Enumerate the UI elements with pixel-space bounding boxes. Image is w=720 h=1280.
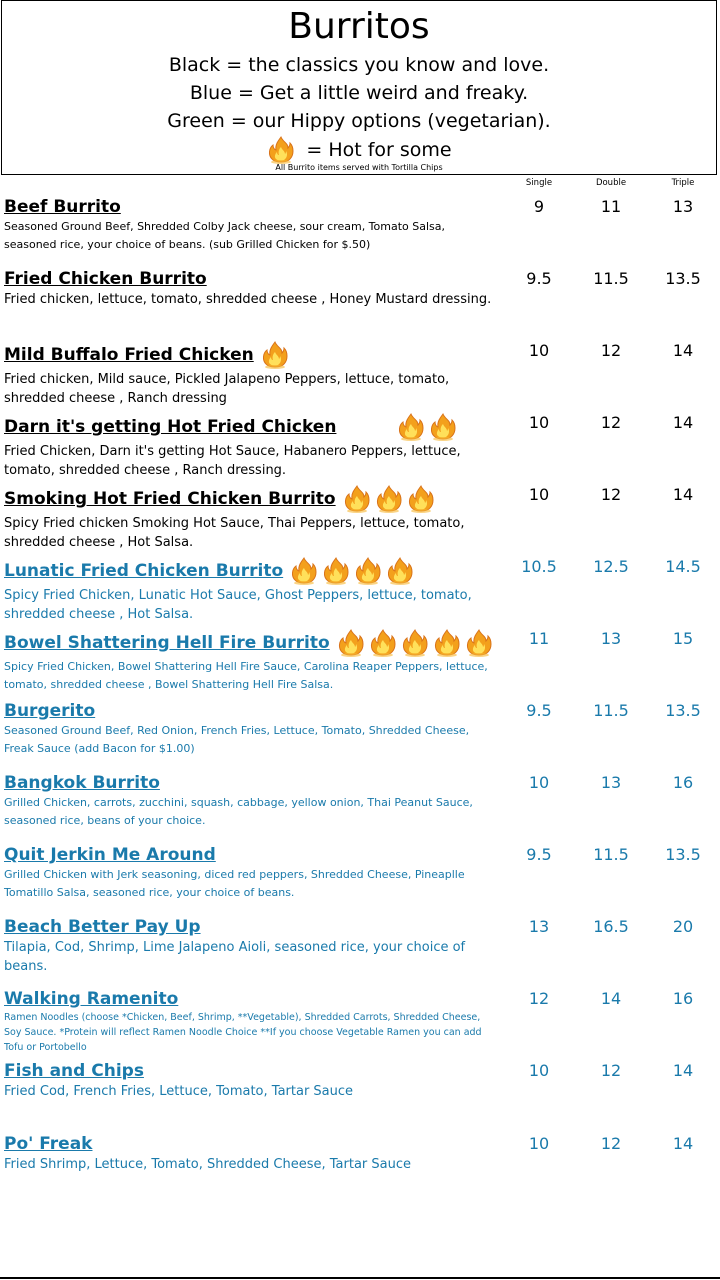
item-name-label: Fish and Chips xyxy=(4,1061,144,1081)
price-double: 12 xyxy=(600,485,622,504)
heat-rating xyxy=(289,556,415,586)
price-double: 12 xyxy=(600,1061,622,1080)
item-name-label: Bangkok Burrito xyxy=(4,773,160,793)
bottom-divider xyxy=(0,1277,720,1279)
price-double: 11.5 xyxy=(593,269,629,288)
price-double: 14 xyxy=(600,989,622,1008)
flame-icon xyxy=(353,556,383,586)
item-description: Fried Chicken, Darn it's getting Hot Sauce, Habanero Peppers, lettuce, tomato, shredded cheese , Ranch dressing. xyxy=(4,444,461,478)
menu-item xyxy=(4,556,704,624)
item-description: Fried chicken, lettuce, tomato, shredded cheese , Honey Mustard dressing. xyxy=(4,292,492,307)
column-double: Double xyxy=(595,178,627,188)
price-double: 11.5 xyxy=(593,845,629,864)
flame-icon xyxy=(336,628,366,658)
price-triple: 13.5 xyxy=(665,701,701,720)
price-single: 10 xyxy=(528,413,550,432)
flame-icon xyxy=(266,135,296,165)
flame-icon xyxy=(260,340,290,370)
price-single: 10.5 xyxy=(521,557,557,576)
price-double: 12.5 xyxy=(593,557,629,576)
menu-item xyxy=(4,700,704,757)
price-single: 13 xyxy=(528,917,550,936)
flame-icon xyxy=(342,484,372,514)
price-triple: 16 xyxy=(672,773,694,792)
price-triple: 14.5 xyxy=(665,557,701,576)
price-single: 10 xyxy=(528,773,550,792)
price-double: 11.5 xyxy=(593,701,629,720)
price-triple: 15 xyxy=(672,629,694,648)
item-description: Fried Cod, French Fries, Lettuce, Tomato, Tartar Sauce xyxy=(4,1084,354,1099)
menu-item xyxy=(4,916,704,976)
flame-icon xyxy=(321,556,351,586)
item-name-label: Smoking Hot Fried Chicken Burrito xyxy=(4,489,336,509)
menu-item xyxy=(4,340,704,408)
price-triple: 13.5 xyxy=(665,845,701,864)
menu-item xyxy=(4,268,704,309)
legend-green: Green = our Hippy options (vegetarian). xyxy=(167,110,551,132)
menu-item xyxy=(4,412,704,480)
price-triple: 13 xyxy=(672,197,694,216)
column-triple: Triple xyxy=(671,178,695,188)
flame-icon xyxy=(464,628,494,658)
flame-icon xyxy=(428,412,458,442)
legend-black: Black = the classics you know and love. xyxy=(168,54,550,76)
menu-item xyxy=(4,196,704,253)
item-description: Grilled Chicken, carrots, zucchini, squash, cabbage, yellow onion, Thai Peanut Sauce, seasoned rice, beans of your choice. xyxy=(4,796,473,827)
flame-icon xyxy=(289,556,319,586)
price-single: 10 xyxy=(528,1061,550,1080)
price-triple: 13.5 xyxy=(665,269,701,288)
item-name-label: Beef Burrito xyxy=(4,197,121,217)
price-double: 16.5 xyxy=(593,917,629,936)
price-triple: 14 xyxy=(672,1134,694,1153)
column-single: Single xyxy=(525,178,553,188)
item-name-label: Walking Ramenito xyxy=(4,989,179,1009)
heat-rating xyxy=(396,412,458,442)
legend-hot-label: = Hot for some xyxy=(306,139,452,161)
item-description: Spicy Fried chicken Smoking Hot Sauce, Thai Peppers, lettuce, tomato, shredded cheese , Hot Salsa. xyxy=(4,516,465,550)
item-name-label: Bowel Shattering Hell Fire Burrito xyxy=(4,633,330,653)
menu-item xyxy=(4,988,704,1055)
item-name-label: Fried Chicken Burrito xyxy=(4,269,207,289)
heat-rating xyxy=(260,340,290,370)
menu-item xyxy=(4,1133,704,1174)
legend-blue: Blue = Get a little weird and freaky. xyxy=(189,82,529,104)
price-triple: 20 xyxy=(672,917,694,936)
price-triple: 14 xyxy=(672,413,694,432)
item-description: Seasoned Ground Beef, Red Onion, French Fries, Lettuce, Tomato, Shredded Cheese, Freak Sauce (add Bacon for $1.00) xyxy=(4,724,470,755)
item-name-label: Quit Jerkin Me Around xyxy=(4,845,216,865)
price-single: 9.5 xyxy=(526,269,552,288)
flame-icon xyxy=(385,556,415,586)
price-single: 10 xyxy=(528,485,550,504)
tortilla-chips-note: All Burrito items served with Tortilla Chips xyxy=(275,163,443,172)
item-description: Tilapia, Cod, Shrimp, Lime Jalapeno Aioli, seasoned rice, your choice of beans. xyxy=(4,940,466,974)
item-name-label: Po' Freak xyxy=(4,1134,93,1154)
item-name-label: Lunatic Fried Chicken Burrito xyxy=(4,561,284,581)
item-description: Seasoned Ground Beef, Shredded Colby Jack cheese, sour cream, Tomato Salsa, seasoned rice, your choice of beans. (sub Grilled Chicken for $.50) xyxy=(4,220,446,251)
flame-icon xyxy=(374,484,404,514)
flame-icon xyxy=(368,628,398,658)
legend-hot xyxy=(2,135,716,165)
menu-item xyxy=(4,844,704,901)
price-double: 13 xyxy=(600,629,622,648)
flame-icon xyxy=(406,484,436,514)
flame-icon xyxy=(396,412,426,442)
price-single: 9.5 xyxy=(526,701,552,720)
price-single: 11 xyxy=(528,629,550,648)
item-name-label: Mild Buffalo Fried Chicken xyxy=(4,345,254,365)
menu-item xyxy=(4,772,704,829)
heat-rating xyxy=(336,628,494,658)
menu-item xyxy=(4,628,704,693)
menu-item xyxy=(4,1060,704,1101)
item-description: Spicy Fried Chicken, Lunatic Hot Sauce, Ghost Peppers, lettuce, tomato, shredded cheese , Hot Salsa. xyxy=(4,588,472,622)
item-description: Spicy Fried Chicken, Bowel Shattering Hell Fire Sauce, Carolina Reaper Peppers, lettuce, tomato, shredded cheese , Bowel Shattering Hell Fire Salsa. xyxy=(4,660,488,691)
price-single: 12 xyxy=(528,989,550,1008)
price-double: 12 xyxy=(600,413,622,432)
flame-icon xyxy=(400,628,430,658)
menu-header xyxy=(1,0,717,175)
item-name-label: Beach Better Pay Up xyxy=(4,917,201,937)
item-name-label: Darn it's getting Hot Fried Chicken xyxy=(4,417,337,437)
item-description: Ramen Noodles (choose *Chicken, Beef, Shrimp, **Vegetable), Shredded Carrots, Shredded Cheese, Soy Sauce. *Protein will reflect Ramen Noodle Choice **If you choose Vegetable Ramen you can add Tofu or Portobello xyxy=(4,1012,482,1053)
heat-rating xyxy=(342,484,436,514)
price-triple: 14 xyxy=(672,341,694,360)
item-description: Grilled Chicken with Jerk seasoning, diced red peppers, Shredded Cheese, Pineaplle Tomatillo Salsa, seasoned rice, your choice of beans. xyxy=(4,868,465,899)
price-triple: 14 xyxy=(672,485,694,504)
price-single: 9.5 xyxy=(526,845,552,864)
item-description: Fried chicken, Mild sauce, Pickled Jalapeno Peppers, lettuce, tomato, shredded cheese , Ranch dressing xyxy=(4,372,450,406)
menu-item xyxy=(4,484,704,552)
price-double: 12 xyxy=(600,1134,622,1153)
item-description: Fried Shrimp, Lettuce, Tomato, Shredded Cheese, Tartar Sauce xyxy=(4,1157,412,1172)
price-double: 13 xyxy=(600,773,622,792)
price-triple: 16 xyxy=(672,989,694,1008)
price-double: 12 xyxy=(600,341,622,360)
price-single: 10 xyxy=(528,1134,550,1153)
flame-icon xyxy=(432,628,462,658)
price-triple: 14 xyxy=(672,1061,694,1080)
price-single: 9 xyxy=(533,197,545,216)
price-double: 11 xyxy=(600,197,622,216)
price-single: 10 xyxy=(528,341,550,360)
menu-title: Burritos xyxy=(288,6,430,47)
item-name-label: Burgerito xyxy=(4,701,96,721)
